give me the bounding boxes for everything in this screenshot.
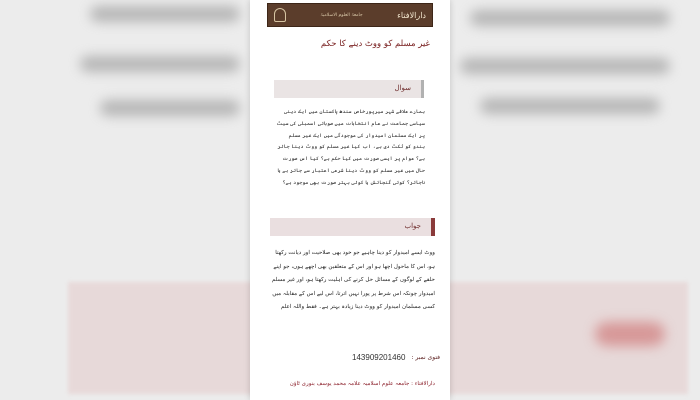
header-banner [267,3,433,27]
question-heading-bar [274,80,424,98]
fatwa-number: 143909201460 [352,353,406,362]
mosque-emblem-icon [274,8,286,22]
question-heading: سوال [394,84,411,92]
banner-subtitle: جامعۃ العلوم الاسلامیۃ [320,12,363,18]
answer-text: ووٹ ایسے امیدوار کو دینا چاہیے جو خود بھی صلاحیت اور دیانت رکھتا ہو، اس کا ماحول اچھا ہو اور اس کے متعلقین بھی اچھے ہوں، جو اپنے حلقے کے لوگوں کے مسائل حل کرنے کی اہلیت رکھتا ہو، اور غیر مسلم امیدوار چونکہ اس شرط پر پورا نہیں اترتا، اس لیے اس کے مقابلہ میں کسی مسلمان امیدوار کو ووٹ دینا زیادہ بہتر ہے۔ فقط واللہ اعلم [271,250,435,311]
answer-heading: جواب [404,222,421,230]
fatwa-number-row [310,353,440,362]
fatwa-document [250,0,450,400]
banner-title: دارالافتاء [397,10,426,20]
issuer-footer: دارالافتاء : جامعہ علوم اسلامیہ علامہ محمد یوسف بنوری ٹاؤن [289,381,435,387]
document-title: غیر مسلم کو ووٹ دینے کا حکم [320,39,430,49]
question-text: ہمارے علاقے شہر میرپورخاص سندھ پاکستان میں ایک دینی سیاسی جماعت نے عام انتخابات میں صوبائی اسمبلی کی سیٹ پر ایک مسلمان امیدوار کی موجودگی میں ایک غیر مسلم ہندو کو ٹکٹ دی ہے، اب کیا غیر مسلم کو ووٹ دینا جائز ہے؟ عوام پر ایسی صورت میں کیا حکم ہے؟ کیا اس صورت حال میں غیر مسلم کو ووٹ دینا شرعی اعتبار سے جائز ہے یا ناجائز؟ کوئی گنجائش یا کوئی بہتر صورت بھی موجود ہے؟ [276,109,425,186]
fatwa-number-label: فتوی نمبر : [411,354,440,361]
background-blur-stamp [595,322,665,346]
answer-heading-bar [270,218,435,236]
